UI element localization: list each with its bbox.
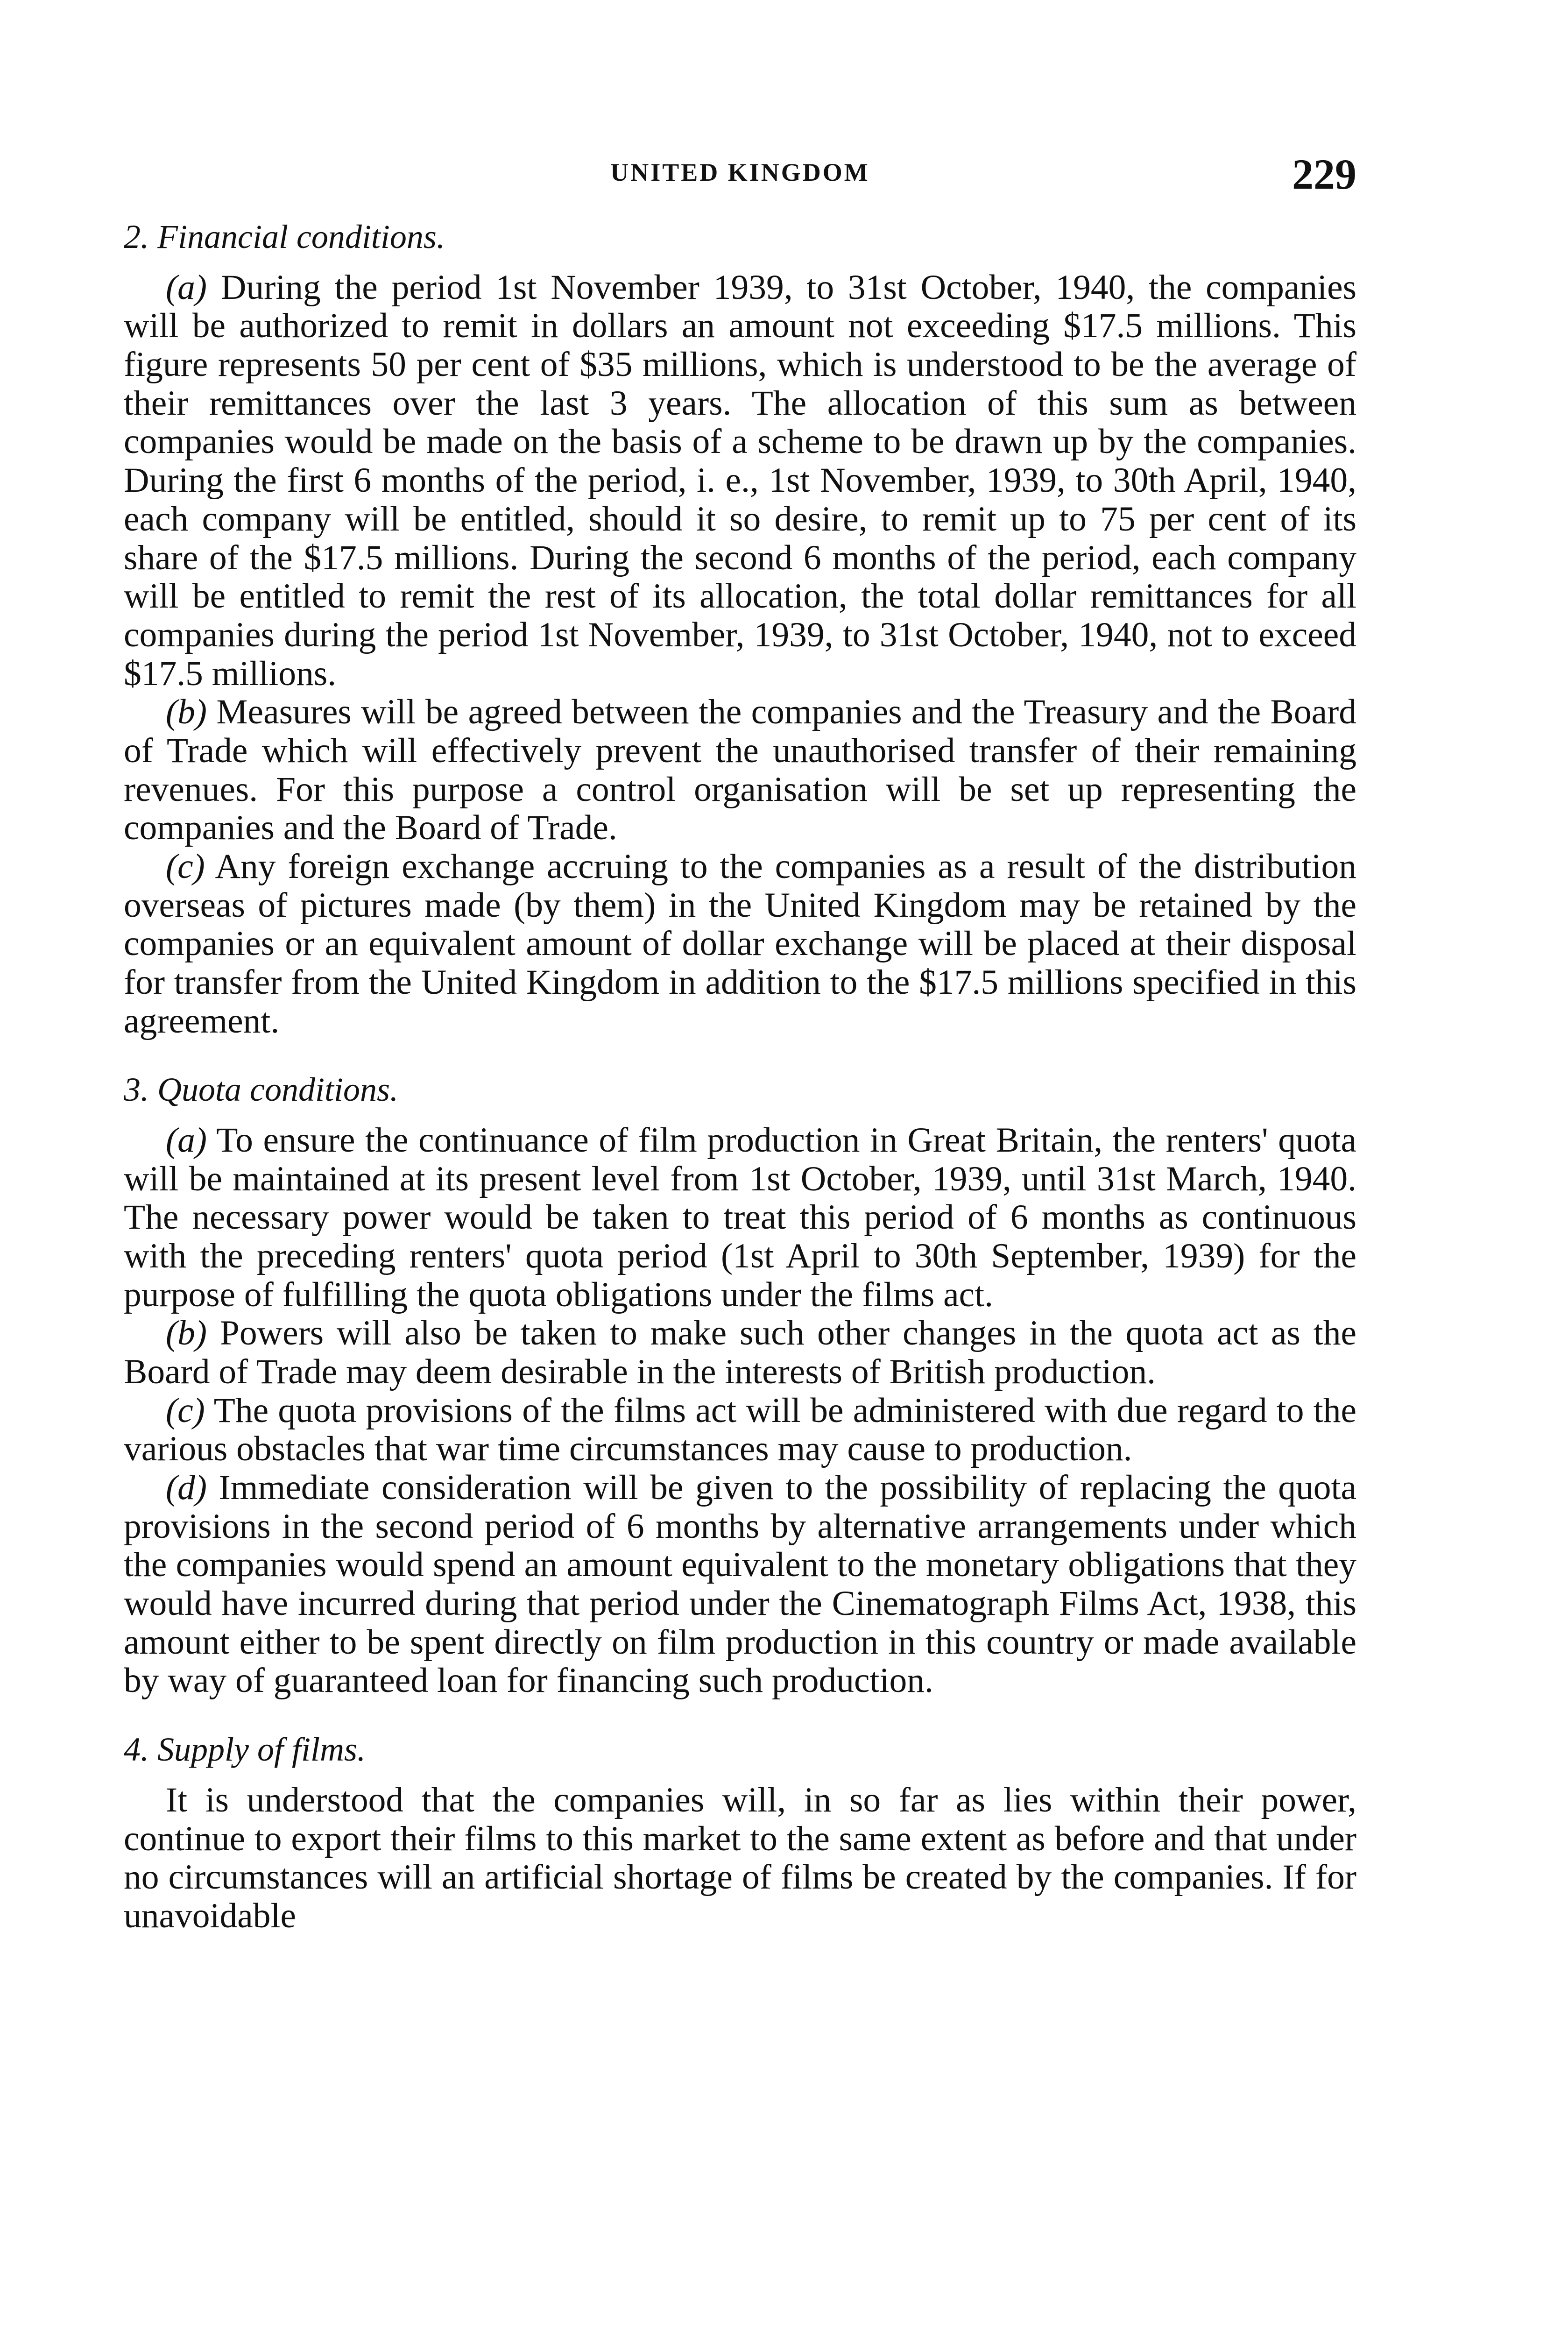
paragraph bbox=[124, 1469, 1356, 1700]
paragraph-text: During the period 1st November 1939, to 31st October, 1940, the companies will be authorized to remit in dollars an amount not exceeding $17.5 millions. This figure represents 50 per cent of $35 millions, which is understood to be the average of their remittances over the last 3 years. The allocation of this sum as between companies would be made on the basis of a scheme to be drawn up by the companies. During the first 6 months of the period, i. e., 1st November, 1939, to 30th April, 1940, each company will be entitled, should it so desire, to remit up to 75 per cent of its share of the $17.5 millions. During the second 6 months of the period, each company will be entitled to remit the rest of its allocation, the total dollar remittances for all companies during the period 1st November, 1939, to 31st October, 1940, not to exceed $17.5 millions. bbox=[124, 268, 1356, 693]
section-supply-of-films bbox=[124, 1730, 1356, 1935]
section-title: Supply of films. bbox=[157, 1731, 366, 1769]
section-number: 3. bbox=[124, 1071, 149, 1109]
page-number: 229 bbox=[1292, 150, 1356, 198]
paragraph-label: (c) bbox=[166, 847, 205, 886]
paragraph-label: (b) bbox=[166, 693, 207, 732]
paragraph-label: (b) bbox=[166, 1314, 207, 1353]
paragraph bbox=[124, 1392, 1356, 1469]
paragraph-label: (a) bbox=[166, 1121, 207, 1160]
section-title: Quota conditions. bbox=[157, 1071, 398, 1109]
paragraph-text: It is understood that the companies will, in so far as lies within their power, continue to export their films to this market to the same extent as before and that under no circumstances will an artificial shortage of films be created by the companies. If for unavoidable bbox=[124, 1780, 1356, 1935]
paragraph-label: (c) bbox=[166, 1391, 205, 1430]
section-number: 2. bbox=[124, 218, 149, 255]
document-page bbox=[124, 149, 1356, 1936]
section-heading bbox=[124, 218, 1356, 256]
section-number: 4. bbox=[124, 1731, 149, 1769]
paragraph bbox=[124, 848, 1356, 1040]
section-heading bbox=[124, 1070, 1356, 1109]
paragraph-label: (d) bbox=[166, 1468, 207, 1507]
section-heading bbox=[124, 1730, 1356, 1769]
paragraph bbox=[124, 1121, 1356, 1314]
running-head: UNITED KINGDOM bbox=[610, 158, 870, 186]
paragraph-label: (a) bbox=[166, 268, 207, 307]
section-title: Financial conditions. bbox=[157, 218, 445, 255]
paragraph-text: Powers will also be taken to make such other changes in the quota act as the Board of Trade may deem desirable in the interests of British production. bbox=[124, 1314, 1356, 1392]
page-header bbox=[124, 149, 1356, 205]
paragraph-text: Immediate consideration will be given to the possibility of replacing the quota provisions in the second period of 6 months by alternative arrangements under which the companies would spend an amount equivalent to the monetary obligations that they would have incurred during that period under the Cinematograph Films Act, 1938, this amount either to be spent directly on film production in this country or made available by way of guaranteed loan for financing such production. bbox=[124, 1468, 1357, 1700]
paragraph bbox=[124, 1781, 1356, 1936]
paragraph bbox=[124, 269, 1356, 693]
section-financial-conditions bbox=[124, 218, 1356, 1040]
paragraph-text: To ensure the continuance of film production in Great Britain, the renters' quota will be maintained at its present level from 1st October, 1939, until 31st March, 1940. The necessary power would be taken to treat this period of 6 months as continuous with the preceding renters' quota period (1st April to 30th September, 1939) for the purpose of fulfilling the quota obligations under the films act. bbox=[124, 1121, 1356, 1314]
section-quota-conditions bbox=[124, 1070, 1356, 1700]
paragraph-text: The quota provisions of the films act will be administered with due regard to the various obstacles that war time circumstances may cause to production. bbox=[124, 1391, 1357, 1469]
paragraph bbox=[124, 693, 1356, 848]
paragraph bbox=[124, 1314, 1356, 1391]
paragraph-text: Any foreign exchange accruing to the companies as a result of the distribution overseas of pictures made (by them) in the United Kingdom may be retained by the companies or an equivalent amount of dollar exchange will be placed at their disposal for transfer from the United Kingdom in addition to the $17.5 millions specified in this agreement. bbox=[124, 847, 1356, 1040]
paragraph-text: Measures will be agreed between the companies and the Treasury and the Board of Trade which will effectively prevent the unauthorised transfer of their remaining revenues. For this purpose a control organisation will be set up representing the companies and the Board of Trade. bbox=[124, 693, 1356, 848]
